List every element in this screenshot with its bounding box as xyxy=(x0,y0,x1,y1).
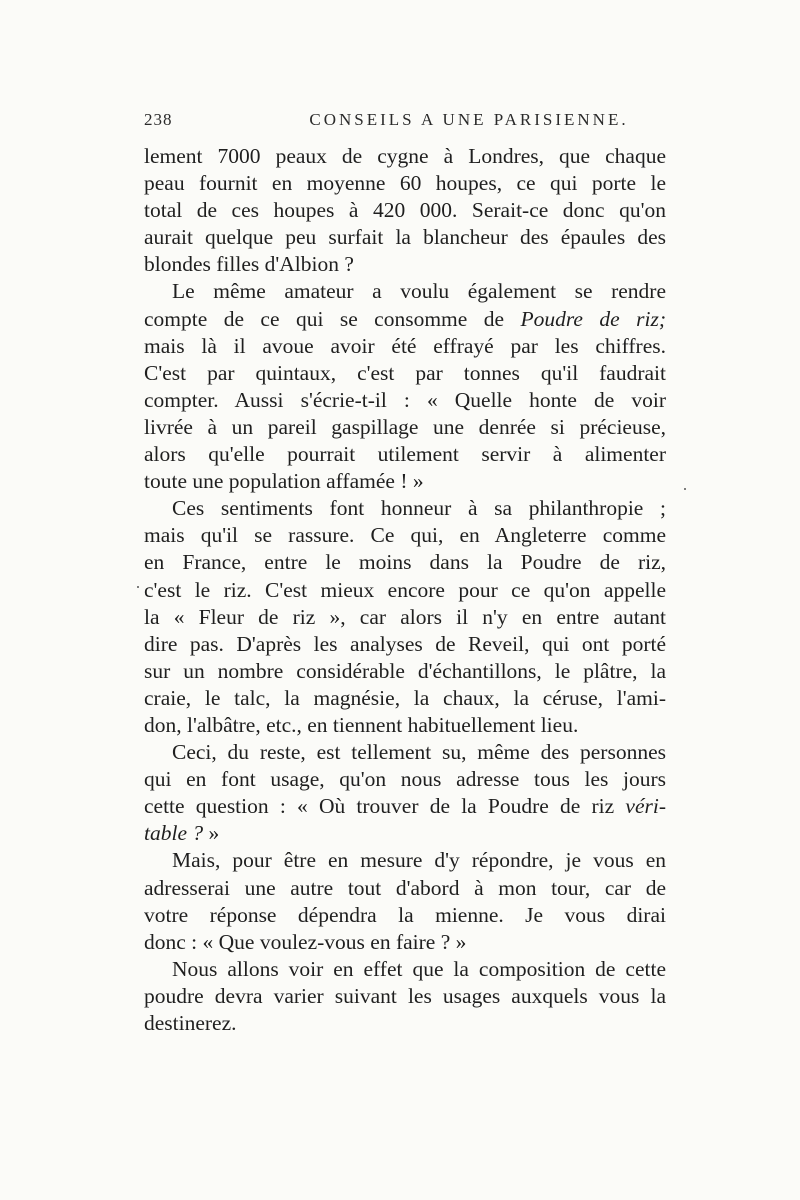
text-line: qui en font usage, qu'on nous adresse tous les jours xyxy=(144,767,666,792)
page-number: 238 xyxy=(144,110,173,129)
text-line xyxy=(144,306,666,333)
text-line: aurait quelque peu surfait la blancheur des épaules des xyxy=(144,225,666,250)
scan-speck xyxy=(137,586,139,588)
text-line: dire pas. D'après les analyses de Reveil, qui ont porté xyxy=(144,631,666,656)
page-header xyxy=(144,110,664,140)
text-line: mais là il avoue avoir été effrayé par les chiffres. xyxy=(144,333,666,358)
text-line: en France, entre le moins dans la Poudre de riz, xyxy=(144,550,666,575)
text-line: livrée à un pareil gaspillage une denrée si précieuse, xyxy=(144,414,666,439)
text-line: lement 7000 peaux de cygne à Londres, que chaque xyxy=(144,144,666,168)
running-title: CONSEILS A UNE PARISIENNE. xyxy=(309,110,629,129)
body-text xyxy=(144,143,666,1037)
text-line: Mais, pour être en mesure d'y répondre, je vous en xyxy=(172,848,666,873)
text-line: votre réponse dépendra la mienne. Je vous dirai xyxy=(144,902,666,927)
text-line xyxy=(144,793,666,820)
text-line: adresserai une autre tout d'abord à mon tour, car de xyxy=(144,875,666,900)
text-line: destinerez. xyxy=(144,1011,237,1035)
text-segment: compte de ce qui se consomme de xyxy=(144,306,521,331)
text-line: Ces sentiments font honneur à sa philanthropie ; xyxy=(172,496,666,521)
text-line: toute une population affamée ! » xyxy=(144,469,424,494)
text-line: Le même amateur a voulu également se rendre xyxy=(172,279,666,304)
text-segment: cette question : « Où trouver de la Poudre de riz xyxy=(144,794,626,819)
italic-segment: Poudre de riz; xyxy=(520,306,666,331)
text-line: la « Fleur de riz », car alors il n'y en entre autant xyxy=(144,604,666,629)
text-line: compter. Aussi s'écrie-t-il : « Quelle honte de voir xyxy=(144,387,666,412)
text-line: blondes filles d'Albion ? xyxy=(144,252,354,277)
italic-segment: véri- xyxy=(625,794,666,819)
text-line: poudre devra varier suivant les usages auxquels vous la xyxy=(144,983,666,1008)
text-segment: » xyxy=(203,821,220,846)
italic-segment: table ? xyxy=(144,821,204,846)
text-line xyxy=(144,820,666,847)
text-line: c'est le riz. C'est mieux encore pour ce qu'on appelle xyxy=(144,577,666,602)
text-line: peau fournit en moyenne 60 houpes, ce qui porte le xyxy=(144,171,666,196)
text-line: C'est par quintaux, c'est par tonnes qu'il faudrait xyxy=(144,360,666,385)
scan-speck xyxy=(684,488,686,490)
text-line: total de ces houpes à 420 000. Serait-ce donc qu'on xyxy=(144,198,666,223)
text-line: Nous allons voir en effet que la composition de cette xyxy=(172,956,666,981)
text-line: don, l'albâtre, etc., en tiennent habituellement lieu. xyxy=(144,712,579,737)
text-line: sur un nombre considérable d'échantillons, le plâtre, la xyxy=(144,658,666,683)
text-line: alors qu'elle pourrait utilement servir à alimenter xyxy=(144,442,666,467)
text-line: donc : « Que voulez-vous en faire ? » xyxy=(144,929,467,954)
text-line: craie, le talc, la magnésie, la chaux, la céruse, l'ami- xyxy=(144,685,666,710)
text-line: mais qu'il se rassure. Ce qui, en Angleterre comme xyxy=(144,523,666,548)
text-line: Ceci, du reste, est tellement su, même des personnes xyxy=(172,740,666,765)
